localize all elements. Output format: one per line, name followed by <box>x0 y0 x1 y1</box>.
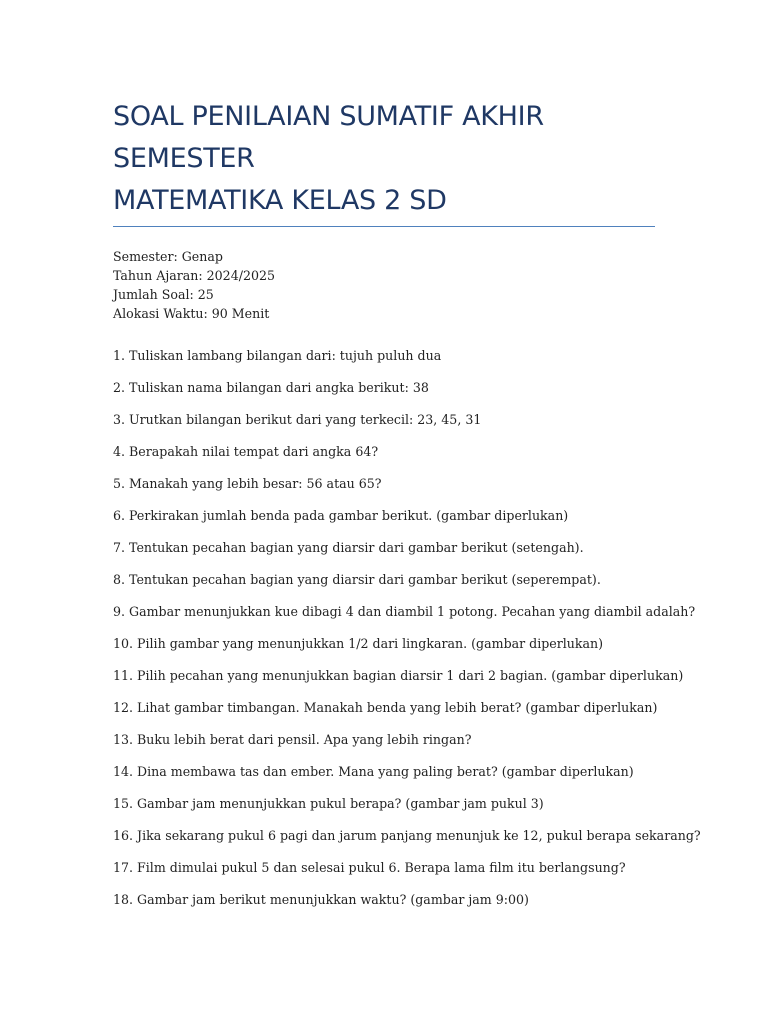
question-item: 18. Gambar jam berikut menunjukkan waktu? (gambar jam 9:00) <box>113 892 529 907</box>
title-divider <box>113 226 655 227</box>
question-item: 5. Manakah yang lebih besar: 56 atau 65? <box>113 476 382 491</box>
question-item: 7. Tentukan pecahan bagian yang diarsir dari gambar berikut (setengah). <box>113 540 584 555</box>
question-item: 12. Lihat gambar timbangan. Manakah benda yang lebih berat? (gambar diperlukan) <box>113 700 658 715</box>
question-list <box>113 346 701 922</box>
question-item: 9. Gambar menunjukkan kue dibagi 4 dan diambil 1 potong. Pecahan yang diambil adalah? <box>113 604 696 619</box>
time-allocation-info: Alokasi Waktu: 90 Menit <box>113 306 270 321</box>
question-item: 1. Tuliskan lambang bilangan dari: tujuh puluh dua <box>113 348 442 363</box>
question-count-info: Jumlah Soal: 25 <box>113 287 214 302</box>
document-page <box>113 96 701 922</box>
semester-info: Semester: Genap <box>113 249 223 264</box>
academic-year-info: Tahun Ajaran: 2024/2025 <box>113 268 276 283</box>
title-line: SOAL PENILAIAN SUMATIF AKHIR <box>113 101 544 132</box>
title-line: MATEMATIKA KELAS 2 SD <box>113 185 447 216</box>
title-line: SEMESTER <box>113 143 255 174</box>
exam-info <box>113 247 655 323</box>
question-item: 14. Dina membawa tas dan ember. Mana yang paling berat? (gambar diperlukan) <box>113 764 634 779</box>
question-item: 17. Film dimulai pukul 5 dan selesai pukul 6. Berapa lama film itu berlangsung? <box>113 860 626 875</box>
question-item: 16. Jika sekarang pukul 6 pagi dan jarum panjang menunjuk ke 12, pukul berapa sekarang? <box>113 828 701 843</box>
question-item: 11. Pilih pecahan yang menunjukkan bagian diarsir 1 dari 2 bagian. (gambar diperlukan) <box>113 668 684 683</box>
question-item: 10. Pilih gambar yang menunjukkan 1/2 dari lingkaran. (gambar diperlukan) <box>113 636 604 651</box>
question-item: 8. Tentukan pecahan bagian yang diarsir dari gambar berikut (seperempat). <box>113 572 601 587</box>
question-item: 4. Berapakah nilai tempat dari angka 64? <box>113 444 379 459</box>
document-title <box>113 96 655 222</box>
question-item: 3. Urutkan bilangan berikut dari yang terkecil: 23, 45, 31 <box>113 412 482 427</box>
question-item: 2. Tuliskan nama bilangan dari angka berikut: 38 <box>113 380 429 395</box>
question-item: 6. Perkirakan jumlah benda pada gambar berikut. (gambar diperlukan) <box>113 508 569 523</box>
question-item: 13. Buku lebih berat dari pensil. Apa yang lebih ringan? <box>113 732 472 747</box>
question-item: 15. Gambar jam menunjukkan pukul berapa? (gambar jam pukul 3) <box>113 796 544 811</box>
